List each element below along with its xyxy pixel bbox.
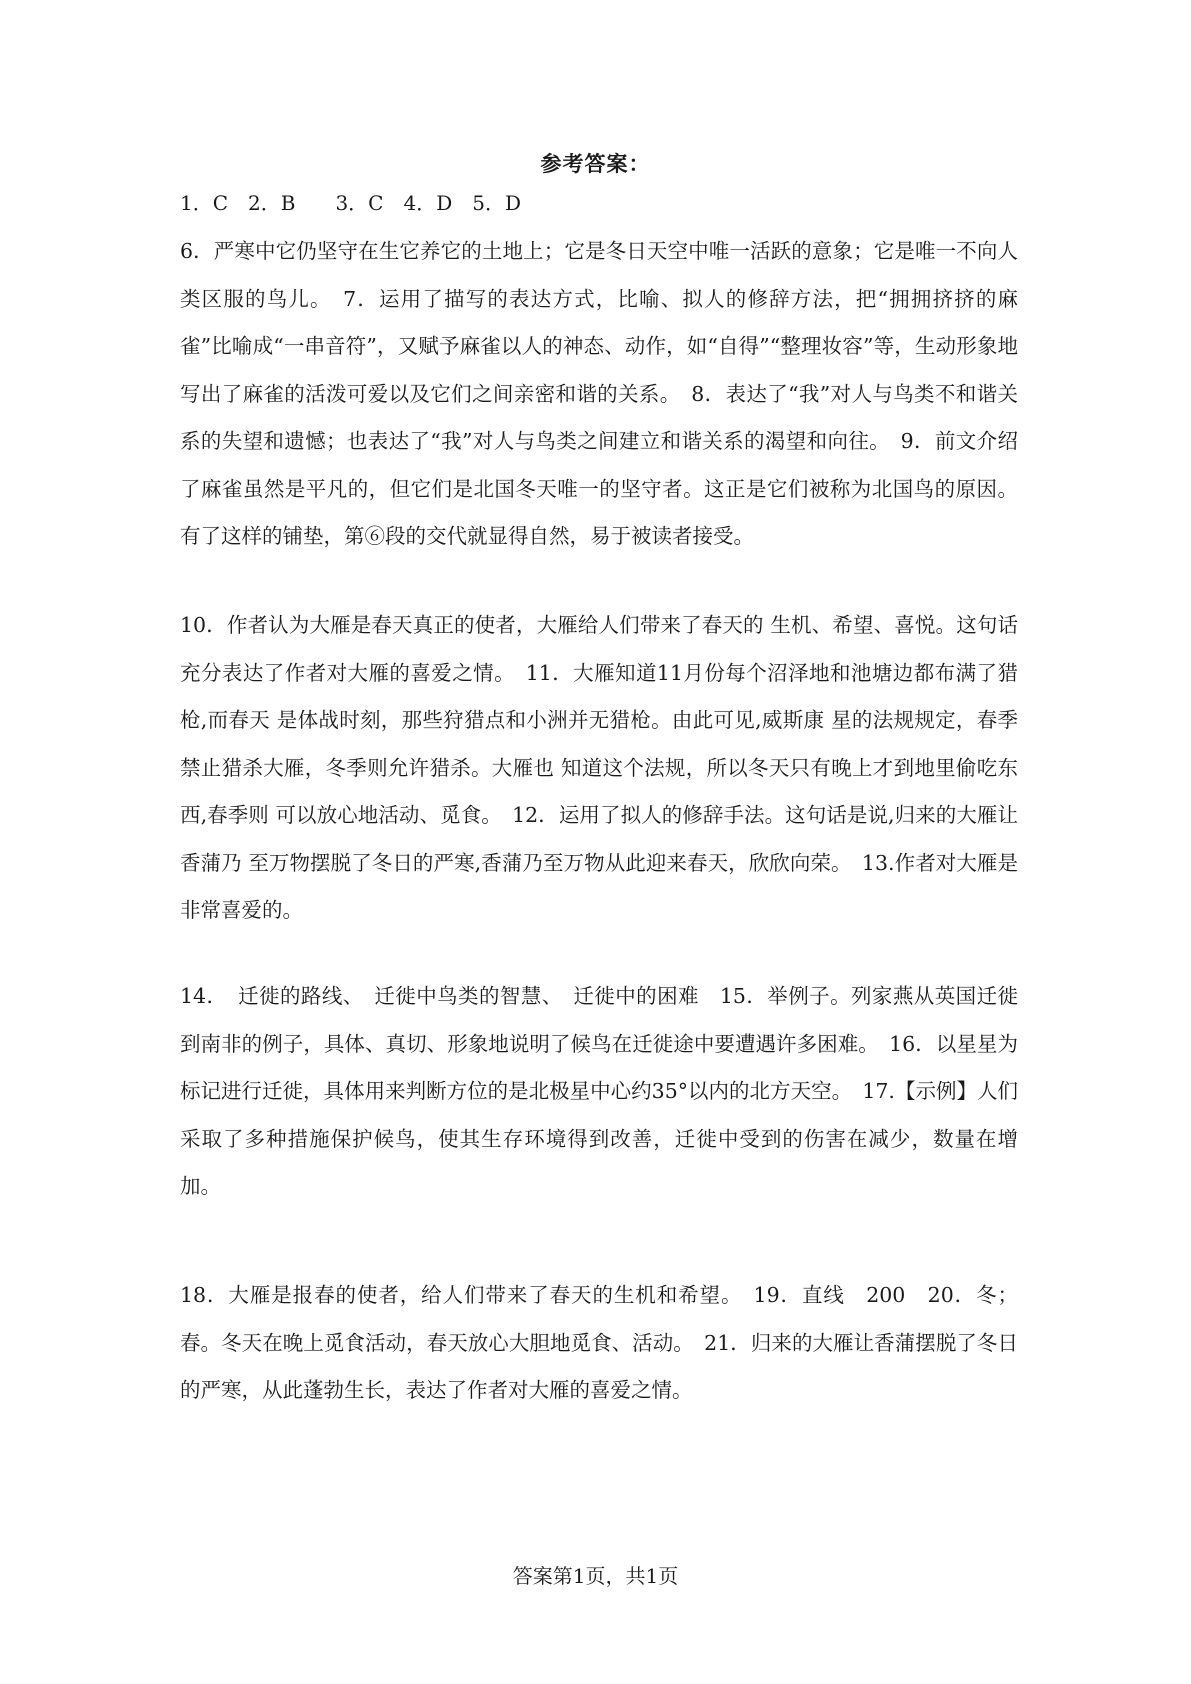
- multiple-choice-answers: 1．C 2．B 3．C 4．D 5．D: [180, 191, 521, 215]
- answer-group-18-21: 18．大雁是报春的使者，给人们带来了春天的生机和希望。 19．直线 200 20．冬；春。冬天在晚上觅食活动，春天放心大胆地觅食、活动。 21．归来的大雁让香蒲摆脱了冬日的严寒，从此蓬勃生长，表达了作者对大雁的喜爱之情。: [180, 1283, 1018, 1402]
- answer-group-10-13: 10．作者认为大雁是春天真正的使者，大雁给人们带来了春天的 生机、希望、喜悦。这句话充分表达了作者对大雁的喜爱之情。 11．大雁知道11月份每个沼泽地和池塘边都布满了猎枪,而春天 是体战时刻，那些狩猎点和小洲并无猎枪。由此可见,威斯康 星的法规规定，春季禁止猎杀大雁，冬季则允许猎杀。大雁也 知道这个法规，所以冬天只有晚上才到地里偷吃东西,春季则 可以放心地活动、觅食。 12．运用了拟人的修辞手法。这句话是说,归来的大雁让香蒲乃 至万物摆脱了冬日的严寒,香蒲乃至万物从此迎来春天，欣欣向荣。 13.作者对大雁是非常喜爱的。: [180, 613, 1018, 922]
- answer-group-6-9: 6．严寒中它仍坚守在生它养它的土地上；它是冬日天空中唯一活跃的意象；它是唯一不向人类区服的鸟儿。 7．运用了描写的表达方式，比喻、拟人的修辞方法，把“拥拥挤挤的麻雀”比喻成“一串音符”，又赋予麻雀以人的神态、动作，如“自得”“整理妆容”等，生动形象地写出了麻雀的活泼可爱以及它们之间亲密和谐的关系。 8．表达了“我”对人与鸟类不和谐关系的失望和遗憾；也表达了“我”对人与鸟类之间建立和谐关系的渴望和向往。 9．前文介绍了麻雀虽然是平凡的，但它们是北国冬天唯一的坚守者。这正是它们被称为北国鸟的原因。有了这样的铺垫，第⑥段的交代就显得自然，易于被读者接受。: [180, 239, 1018, 548]
- page-footer: 答案第1页，共1页: [512, 1564, 679, 1588]
- answer-group-14-17: 14． 迁徙的路线、 迁徙中鸟类的智慧、 迁徙中的困难 15．举例子。列家燕从英国迁徙到南非的例子，具体、真切、形象地说明了候鸟在迁徙途中要遭遇许多困难。 16．以星星为标记进行迁徙，具体用来判断方位的是北极星中心约35°以内的北方天空。 17.【示例】人们采取了多种措施保护候鸟，使其生存环境得到改善，迁徙中受到的伤害在减少，数量在增加。: [180, 984, 1018, 1198]
- page-title: 参考答案：: [540, 151, 651, 176]
